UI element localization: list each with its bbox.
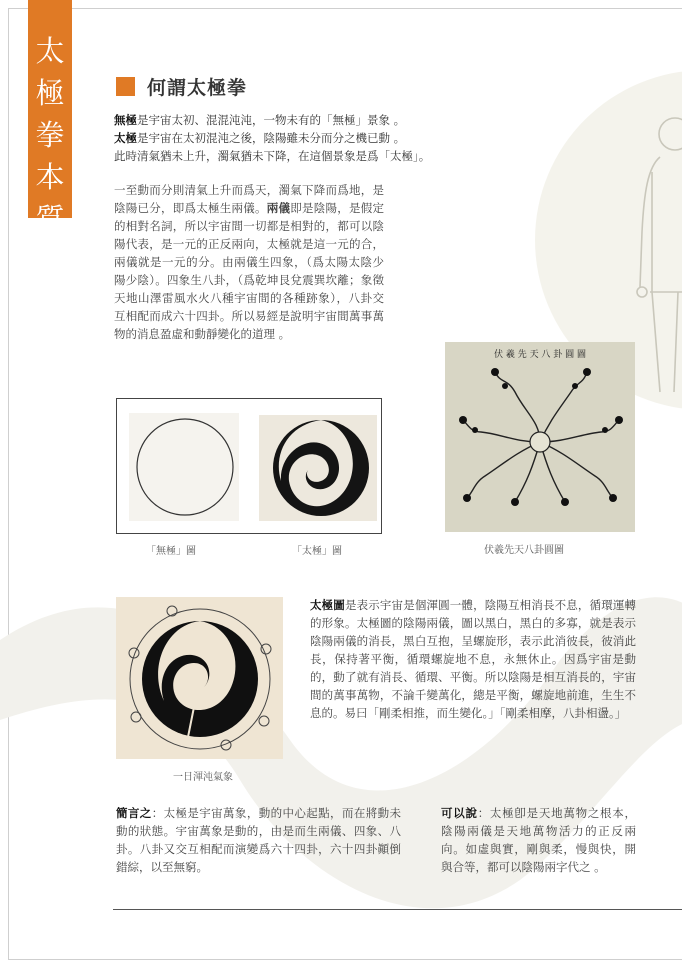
para4-text: ：太極卽是天地萬物之根本，陰陽兩儀是天地萬物活力的正反兩向。如虛與實，剛與柔，慢與快，開與合等，都可以陰陽兩字代之 。	[441, 806, 637, 874]
wuji-taiji-figure-box	[116, 398, 382, 534]
background-swoosh	[0, 520, 682, 960]
wuji-caption: 「無極」圖	[146, 546, 196, 557]
standing-figure-illustration	[630, 112, 682, 402]
para1-term: 兩儀	[266, 201, 291, 215]
section-side-tab	[28, 0, 72, 236]
intro-paragraph	[114, 111, 430, 165]
fuxi-caption: 伏羲先天八卦圓圖	[484, 545, 564, 556]
para1-part2: 即是陰陽，是假定的相對名詞，所以宇宙間一切都是相對的，都可以陰陽代表，是一元的正反兩向，太極就是這一元的合，兩儀就是一元的分。由兩儀生四象，（爲太陽太陰少陽少陰）。四象生八卦，（爲乾坤艮兌震巽坎離；象徵天地山澤雷風水火八種宇宙間的各種跡象），八卦交互相配而成六十四卦。所以易經是說明宇宙間萬事萬物的消息盈虛和動靜變化的道理 。	[114, 201, 384, 341]
side-tab-char: 質	[35, 202, 65, 236]
intro-line-3: 此時清氣猶未上升，濁氣猶未下降，在這個景象是爲「太極」。	[114, 149, 431, 163]
para3-text: ：太極是宇宙萬象，動的中心起點，而在將動未動的狀態。宇宙萬象是動的，由是而生兩儀、四象、八卦。八卦又交互相配而演變爲六十四卦，六十四卦顚倒錯綜，以至無窮。	[116, 806, 402, 874]
intro-term-taiji: 太極	[114, 131, 137, 145]
para3-term: 簡言之	[116, 806, 152, 820]
para4-term: 可以說	[441, 806, 478, 820]
para2-term: 太極圖	[310, 598, 345, 612]
side-tab-char: 極	[35, 76, 65, 110]
fuxi-bagua-diagram-image	[445, 342, 635, 532]
body-paragraph-summary	[116, 804, 401, 876]
page-title: 何謂太極拳	[147, 77, 248, 99]
bottom-divider	[113, 909, 682, 910]
taiji-diagram-image	[259, 415, 377, 521]
page-title-row	[116, 73, 247, 100]
intro-line-2: 是宇宙在太初混沌之後，陰陽雖未分而分之機已動 。	[137, 131, 406, 145]
side-tab-char: 太	[35, 34, 65, 68]
hunyuan-caption: 一日渾沌氣象	[173, 772, 233, 783]
hunyuan-diagram-image	[116, 597, 283, 759]
side-tab-char: 拳	[35, 118, 65, 152]
para1-part1: 一至動而分則清氣上升而爲天，濁氣下降而爲地，是陰陽已分，即爲太極生兩儀。	[114, 183, 384, 215]
fuxi-header-text: 伏 羲 先 天 八 卦 圓 圖	[493, 350, 587, 360]
para2-text: 是表示宇宙是個渾圓一體，陰陽互相消長不息，循環運轉的形象。太極圖的陰陽兩儀，圖以黑白，黑白的多寡，就是表示陰陽兩儀的消長，黑白互抱，呈螺旋形，表示此消彼長，彼消此長，保持著平衡，循環螺旋地不息，永無休止。因爲宇宙是動的，動了就有消長、循環、平衡。所以陰陽是相互消長的，宇宙間的萬事萬物，不論千變萬化，總是平衡，螺旋地前進，生生不息的。易曰「剛柔相推，而生變化。」「剛柔相摩，八卦相盪。」	[310, 598, 637, 720]
intro-line-1: 是宇宙太初、混混沌沌，一物未有的「無極」景象 。	[137, 113, 406, 127]
title-marker	[116, 77, 135, 96]
side-tab-char: 本	[35, 160, 65, 194]
taiji-caption: 「太極」圖	[292, 546, 342, 557]
wuji-diagram-image	[129, 413, 239, 521]
intro-term-wuji: 無極	[114, 113, 137, 127]
body-paragraph-liangyi	[114, 181, 384, 343]
body-paragraph-taiji-diagram	[310, 596, 636, 722]
body-paragraph-conclusion	[441, 804, 636, 876]
